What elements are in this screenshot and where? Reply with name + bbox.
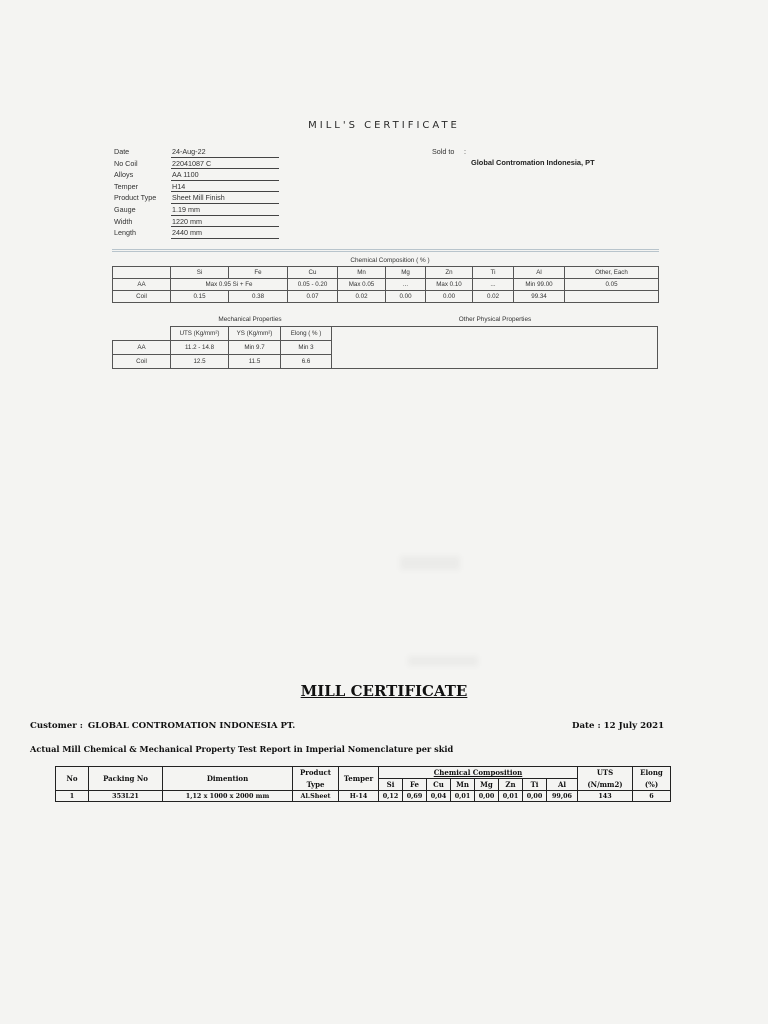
table-cell: Coil <box>113 291 171 303</box>
sold-to-colon: : <box>464 147 466 156</box>
field-value: AA 1100 <box>171 169 279 181</box>
field-label: Gauge <box>114 204 136 214</box>
table-header-cell: Al <box>547 779 578 791</box>
field-value: 2440 mm <box>171 227 279 239</box>
report-title: Actual Mill Chemical & Mechanical Property Test Report in Imperial Nomenclature per skid <box>30 744 454 754</box>
table-cell: 0,00 <box>475 791 499 802</box>
table-cell <box>565 291 659 303</box>
field-label: Length <box>114 228 136 238</box>
mill-certificate-title: MILL CERTIFICATE <box>300 682 468 700</box>
table-header-row <box>56 767 671 779</box>
table-cell: 143 <box>578 791 633 802</box>
field-label: Date <box>114 147 130 156</box>
table-cell: Min 3 <box>281 341 332 355</box>
field-value: 1.19 mm <box>171 204 279 216</box>
mechanical-properties-table <box>112 326 332 369</box>
table-cell: 353L21 <box>89 791 163 802</box>
table-cell: Max 0.10 <box>426 279 473 291</box>
field-temper <box>114 181 279 193</box>
table-row <box>113 291 659 303</box>
field-label: Product Type <box>114 193 157 203</box>
table-header-cell: Cu <box>427 779 451 791</box>
table-cell: 0.00 <box>386 291 426 303</box>
table-header-cell: Mg <box>386 267 426 279</box>
table-header-cell: No <box>56 767 89 791</box>
table-header-cell: Packing No <box>89 767 163 791</box>
table-cell: 0.02 <box>338 291 386 303</box>
table-header-cell: Ti <box>473 267 514 279</box>
table-header-cell: Cu <box>288 267 338 279</box>
table-cell: 1 <box>56 791 89 802</box>
table-row <box>56 791 671 802</box>
table-cell: 0,00 <box>523 791 547 802</box>
certificate-fields <box>114 146 279 239</box>
table-cell: 0,01 <box>499 791 523 802</box>
field-label: Temper <box>114 181 138 191</box>
chemical-composition-title: Chemical Composition ( % ) <box>350 257 430 264</box>
table-cell: 6 <box>633 791 671 802</box>
customer-value: GLOBAL CONTROMATION INDONESIA PT. <box>87 721 296 731</box>
table-header-cell: Zn <box>499 779 523 791</box>
field-no-coil <box>114 158 279 170</box>
table-row <box>113 355 332 369</box>
scan-smudge <box>408 656 478 666</box>
table-header-cell: Zn <box>426 267 473 279</box>
table-cell: Al.Sheet <box>293 791 339 802</box>
certificate-date: Date : 12 July 2021 <box>572 721 665 731</box>
table-cell: 11.2 - 14.8 <box>171 341 229 355</box>
table-header-cell: Type <box>293 779 339 791</box>
table-header-cell: Chemical Composition <box>379 767 578 779</box>
field-label: Width <box>114 216 133 226</box>
field-length <box>114 227 279 239</box>
table-header-cell: (N/mm2) <box>578 779 633 791</box>
table-cell: 0.00 <box>426 291 473 303</box>
table-header-cell: Ti <box>523 779 547 791</box>
physical-properties-box <box>331 326 658 369</box>
field-alloys <box>114 169 279 181</box>
table-cell: 0.38 <box>229 291 288 303</box>
field-label: Alloys <box>114 170 134 180</box>
table-cell: Coil <box>113 355 171 369</box>
table-header-cell <box>113 267 171 279</box>
table-cell: 0.05 - 0.20 <box>288 279 338 291</box>
field-label: No Coil <box>114 158 138 168</box>
table-header-cell: Fe <box>403 779 427 791</box>
sold-to-label: Sold to <box>432 147 455 156</box>
table-cell: Min 99.00 <box>514 279 565 291</box>
table-cell: Max 0.05 <box>338 279 386 291</box>
table-header-cell: YS (Kg/mm²) <box>229 327 281 341</box>
table-cell: AA <box>113 341 171 355</box>
field-value: 22041087 C <box>171 158 279 170</box>
field-value: Sheet Mill Finish <box>171 192 279 204</box>
table-cell: 12.5 <box>171 355 229 369</box>
table-cell: ... <box>473 279 514 291</box>
table-header-cell: Product <box>293 767 339 779</box>
table-header-cell: Si <box>171 267 229 279</box>
table-header-cell <box>113 327 171 341</box>
table-header-cell: UTS <box>578 767 633 779</box>
table-header-cell: Elong <box>633 767 671 779</box>
table-cell: 99,06 <box>547 791 578 802</box>
mechanical-properties-title: Mechanical Properties <box>218 316 282 323</box>
sold-to-value: Global Contromation Indonesia, PT <box>471 158 595 167</box>
table-cell: Min 9.7 <box>229 341 281 355</box>
table-cell: 0.05 <box>565 279 659 291</box>
table-header-cell: (%) <box>633 779 671 791</box>
table-cell: 6.6 <box>281 355 332 369</box>
field-value: 24-Aug-22 <box>171 146 279 158</box>
table-header-row <box>113 327 332 341</box>
table-cell: ... <box>386 279 426 291</box>
table-cell: 99.34 <box>514 291 565 303</box>
physical-properties-title: Other Physical Properties <box>458 316 532 323</box>
table-row <box>113 341 332 355</box>
table-row <box>113 279 659 291</box>
table-header-cell: Temper <box>339 767 379 791</box>
test-report-table <box>55 766 671 802</box>
table-header-row <box>113 267 659 279</box>
field-gauge <box>114 204 279 216</box>
table-header-cell: Mn <box>451 779 475 791</box>
table-header-cell: Fe <box>229 267 288 279</box>
field-width <box>114 216 279 228</box>
table-cell: AA <box>113 279 171 291</box>
table-cell: 0,69 <box>403 791 427 802</box>
customer-label: Customer : <box>30 721 83 731</box>
table-cell: 0.02 <box>473 291 514 303</box>
field-product-type <box>114 192 279 204</box>
table-header-cell: Dimention <box>163 767 293 791</box>
table-cell: Max 0.95 Si + Fe <box>171 279 288 291</box>
scan-smudge <box>400 556 460 570</box>
chemical-composition-table <box>112 266 659 303</box>
table-header-cell: Elong ( % ) <box>281 327 332 341</box>
table-cell: 1,12 x 1000 x 2000 mm <box>163 791 293 802</box>
table-cell: 11.5 <box>229 355 281 369</box>
field-date <box>114 146 279 158</box>
customer-line <box>30 721 295 731</box>
table-header-cell: UTS (Kg/mm²) <box>171 327 229 341</box>
table-header-cell: Other, Each <box>565 267 659 279</box>
field-value: 1220 mm <box>171 216 279 228</box>
table-cell: 0,04 <box>427 791 451 802</box>
certificate-title: MILL'S CERTIFICATE <box>308 120 460 131</box>
table-cell: H-14 <box>339 791 379 802</box>
section-divider <box>112 249 659 252</box>
table-cell: 0.07 <box>288 291 338 303</box>
table-header-cell: Si <box>379 779 403 791</box>
table-header-cell: Mg <box>475 779 499 791</box>
field-value: H14 <box>171 181 279 193</box>
table-header-cell: Mn <box>338 267 386 279</box>
table-cell: 0,12 <box>379 791 403 802</box>
table-header-cell: Al <box>514 267 565 279</box>
table-cell: 0,01 <box>451 791 475 802</box>
table-cell: 0.15 <box>171 291 229 303</box>
